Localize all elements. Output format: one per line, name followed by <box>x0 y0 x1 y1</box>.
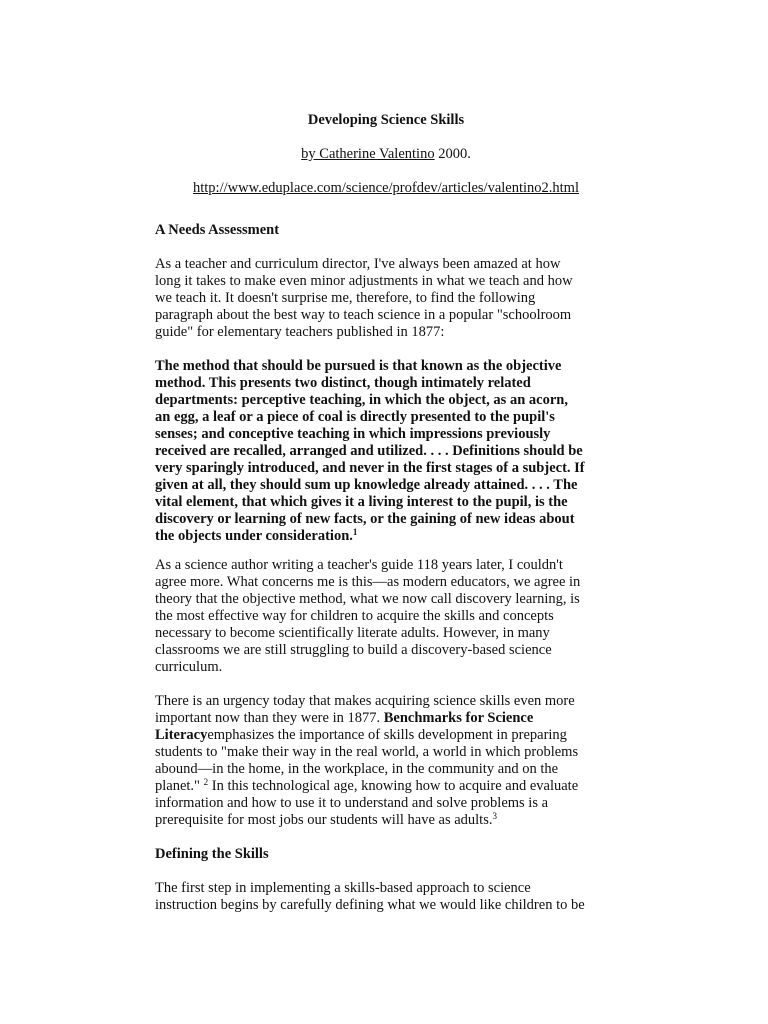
text-line <box>155 710 617 727</box>
paragraph-author-view <box>155 557 617 676</box>
document-title: Developing Science Skills <box>307 112 465 128</box>
section-heading-defining-skills: Defining the Skills <box>155 846 269 862</box>
text-line: The first step in implementing a skills-based approach to science <box>155 880 531 896</box>
quote-line: an egg, a leaf or a piece of coal is directly presented to the pupil's <box>155 409 555 425</box>
footnote-marker-3: 3 <box>492 811 497 821</box>
text-line: As a science author writing a teacher's guide 118 years later, I couldn't <box>155 557 563 573</box>
text-line <box>155 727 617 744</box>
text-line: necessary to become scientifically literate adults. However, in many <box>155 625 550 641</box>
text-line: instruction begins by carefully defining what we would like children to be <box>155 897 585 913</box>
quote-line: departments: perceptive teaching, in which the object, as an acorn, <box>155 392 568 408</box>
quote-line-text: the objects under consideration. <box>155 528 353 544</box>
quote-line: discovery or learning of new facts, or the gaining of new ideas about <box>155 511 575 527</box>
text-line: There is an urgency today that makes acquiring science skills even more <box>155 693 575 709</box>
document-page <box>155 0 617 1024</box>
quote-line: very sparingly introduced, and never in the first stages of a subject. If <box>155 460 585 476</box>
text-line: we teach it. It doesn't surprise me, therefore, to find the following <box>155 290 536 306</box>
footnote-marker-1: 1 <box>352 527 358 537</box>
text-segment: important now than they were in 1877. <box>155 710 384 726</box>
text-segment: planet." <box>155 778 204 794</box>
footnote-marker-2: 2 <box>203 777 209 787</box>
quote-line: given at all, they should sum up knowledge already attained. . . . The <box>155 477 578 493</box>
text-line <box>155 812 617 829</box>
text-line <box>155 778 617 795</box>
block-quote-1877 <box>155 358 617 545</box>
quote-line: received are recalled, arranged and utilized. . . . Definitions should be <box>155 443 583 459</box>
quote-line: vital element, that which gives it a living interest to the pupil, is the <box>155 494 568 510</box>
text-line: classrooms we are still struggling to build a discovery-based science <box>155 642 552 658</box>
text-line: paragraph about the best way to teach science in a popular "schoolroom <box>155 307 572 323</box>
text-line: students to "make their way in the real world, a world in which problems <box>155 744 579 760</box>
author-link[interactable]: by Catherine Valentino <box>301 146 435 162</box>
benchmarks-title-part1: Benchmarks for Science <box>383 710 534 726</box>
text-line: long it takes to make even minor adjustments in what we teach and how <box>155 273 573 289</box>
benchmarks-title-part2: Literacy <box>155 727 208 743</box>
text-segment: emphasizes the importance of skills development in preparing <box>207 727 567 743</box>
text-line: As a teacher and curriculum director, I've always been amazed at how <box>155 256 561 272</box>
section-heading-needs-assessment: A Needs Assessment <box>155 222 280 238</box>
text-line: guide" for elementary teachers published in 1877: <box>155 324 445 340</box>
text-line: the most effective way for children to acquire the skills and concepts <box>155 608 554 624</box>
text-line: curriculum. <box>155 659 223 675</box>
source-url-link[interactable]: http://www.eduplace.com/science/profdev/articles/valentino2.html <box>192 180 579 196</box>
paragraph-urgency <box>155 693 617 829</box>
text-segment: prerequisite for most jobs our students will have as adults. <box>155 812 493 828</box>
quote-line <box>155 528 617 545</box>
text-line: agree more. What concerns me is this—as modern educators, we agree in <box>155 574 581 590</box>
byline <box>155 146 617 163</box>
quote-line: The method that should be pursued is that known as the objective <box>155 358 562 374</box>
byline-year: 2000. <box>434 146 471 162</box>
text-line: abound—in the home, in the workplace, in the community and on the <box>155 761 559 777</box>
quote-line: method. This presents two distinct, though intimately related <box>155 375 531 391</box>
quote-line: senses; and conceptive teaching in which impressions previously <box>155 426 551 442</box>
text-segment: In this technological age, knowing how to acquire and evaluate <box>208 778 579 794</box>
text-line: information and how to use it to understand and solve problems is a <box>155 795 549 811</box>
text-line: theory that the objective method, what we now call discovery learning, is <box>155 591 580 607</box>
paragraph-first-step <box>155 880 617 914</box>
paragraph-intro <box>155 256 617 341</box>
